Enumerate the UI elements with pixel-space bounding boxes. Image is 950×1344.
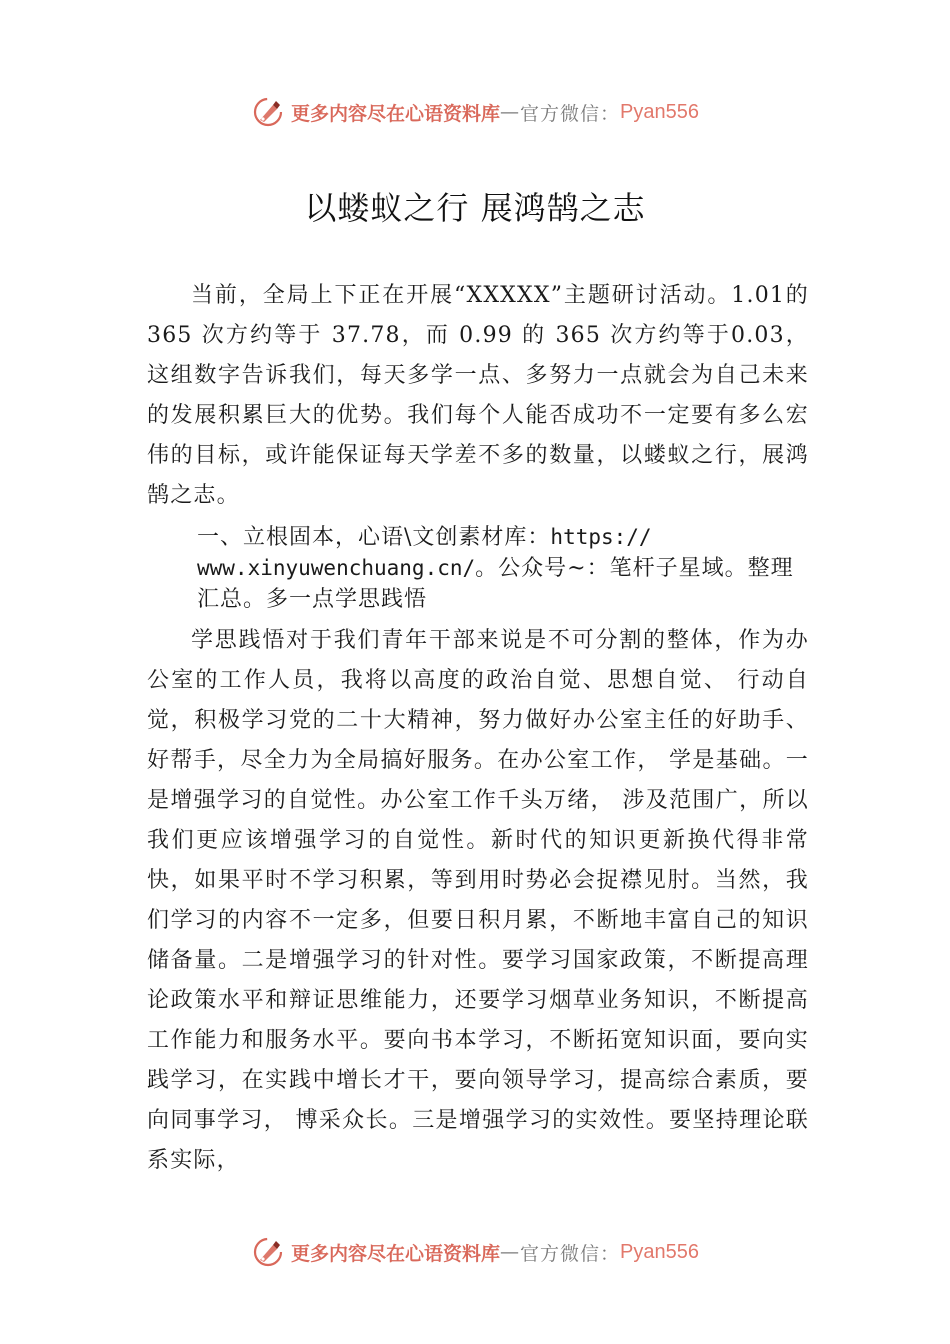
pen-logo-icon [251, 95, 285, 129]
separator: — [500, 101, 521, 123]
heading-prefix: 一、立根固本，心语\文创素材库： [197, 525, 551, 550]
wechat-id: Pyan556 [620, 100, 699, 123]
wechat-label: 官方微信： [520, 1242, 621, 1265]
pen-logo-icon [251, 1235, 285, 1269]
wechat-label: 官方微信： [520, 102, 621, 125]
separator: — [500, 1241, 521, 1263]
document-body [147, 276, 809, 1181]
intro-paragraph: 当前，全局上下正在开展“XXXXX”主题研讨活动。1.01的 365 次方约等于 37.78，而 0.99 的 365 次方约等于0.03， 这组数字告诉我们，每天多学一点、多努力一点就会为自己未来的发展积累巨大的优势。我们每个人能否成功不一定要有多么宏伟的目标，或许能保证每天学差不多的数量，以蝼蚁之行，展鸿鹄之志。 [147, 283, 809, 508]
footer-watermark-banner [0, 1232, 950, 1272]
wechat-id: Pyan556 [620, 1240, 699, 1263]
heading-suffix: 。公众号~：笔杆子星域。整理汇总。多一点学思践悟 [197, 556, 794, 612]
header-watermark-banner [0, 92, 950, 132]
heading-url-part1: https:// [550, 525, 652, 549]
brand-text: 更多内容尽在心语资料库 [291, 1242, 501, 1265]
document-title: 以蝼蚁之行 展鸿鹄之志 [304, 189, 646, 227]
section-heading [147, 522, 809, 615]
brand-text: 更多内容尽在心语资料库 [291, 102, 501, 125]
body-paragraph: 学思践悟对于我们青年干部来说是不可分割的整体，作为办公室的工作人员，我将以高度的政治自觉、思想自觉、 行动自觉，积极学习党的二十大精神，努力做好办公室主任的好助手、好帮手，尽全力为全局搞好服务。在办公室工作， 学是基础。一是增强学习的自觉性。办公室工作千头万绪， 涉及范围广，所以我们更应该增强学习的自觉性。新时代的知识更新换代得非常快，如果平时不学习积累，等到用时势必会捉襟见肘。当然，我们学习的内容不一定多，但要日积月累，不断地丰富自己的知识储备量。二是增强学习的针对性。要学习国家政策，不断提高理论政策水平和辩证思维能力，还要学习烟草业务知识，不断提高工作能力和服务水平。要向书本学习，不断拓宽知识面，要向实践学习，在实践中增长才干，要向领导学习，提高综合素质，要向同事学习， 博采众长。三是增强学习的实效性。要坚持理论联系实际， [147, 628, 809, 1173]
heading-url-part2: www.xinyuwenchuang.cn/ [197, 556, 476, 580]
